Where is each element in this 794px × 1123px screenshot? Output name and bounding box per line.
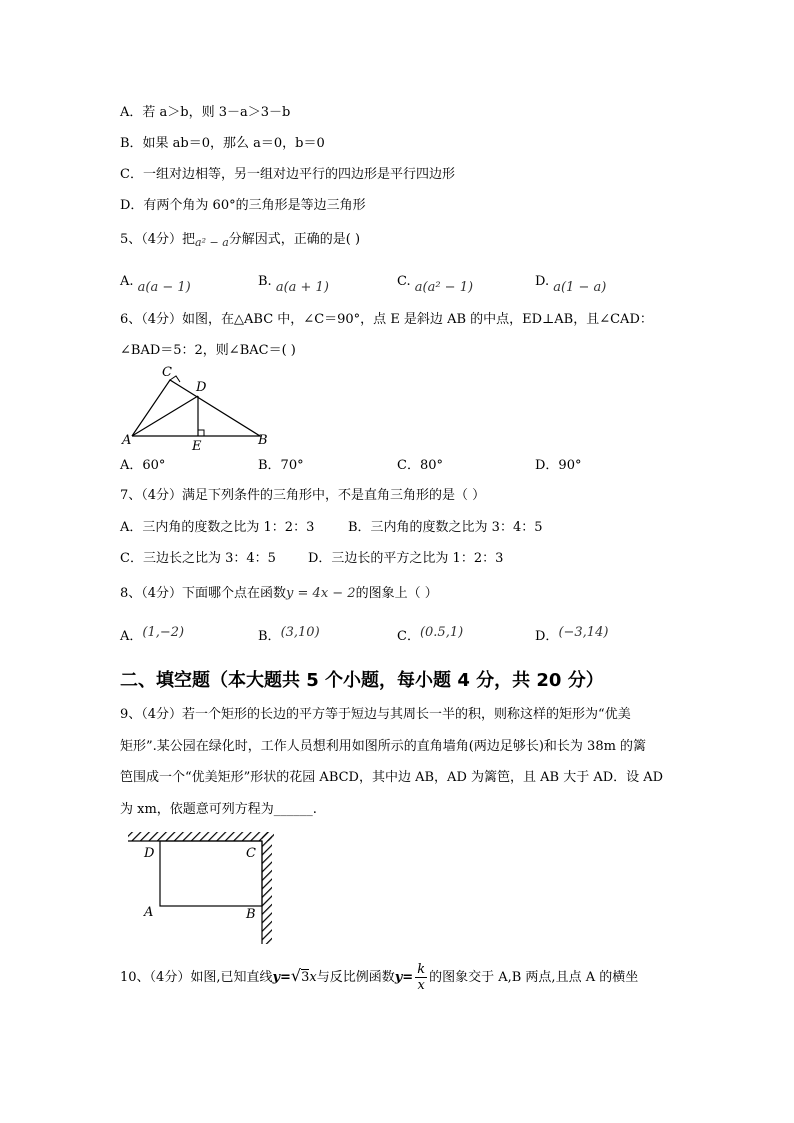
q9-wall-corner-figure xyxy=(125,830,275,948)
q10-sqrt-radicand: 3 xyxy=(301,970,310,985)
q5-stem xyxy=(120,231,360,252)
q4-option-d: D．有两个角为 60°的三角形是等边三角形 xyxy=(120,198,366,213)
q9-stem-line3: 笆围成一个“优美矩形”形状的花园 ABCD，其中边 AB，AD 为篱笆，且 AB 大于 AD．设 AD xyxy=(120,770,664,785)
q8-stem-prefix: 8、（4分）下面哪个点在函数 xyxy=(120,586,287,601)
q8-stem xyxy=(120,585,438,603)
q6-option-a: A．60° xyxy=(120,458,166,473)
q5-option-b: B. a(a + 1) xyxy=(258,274,329,295)
q10-frac-den: x xyxy=(417,978,425,993)
q10-stem xyxy=(120,962,638,993)
q10-frac-num: k xyxy=(417,962,426,977)
q5-stem-prefix: 5、（4分）把 xyxy=(120,232,196,247)
q5-stem-suffix: 分解因式，正确的是( ) xyxy=(228,232,361,247)
q10-suffix: 的图象交于 A,B 两点,且点 A 的横坐 xyxy=(429,970,639,985)
q7-option-b: B．三内角的度数之比为 3：4：5 xyxy=(348,520,543,535)
q4-option-b: B．如果 ab＝0，那么 a＝0，b＝0 xyxy=(120,136,325,151)
q9-stem-line2: 矩形”.某公园在绿化时，工作人员想利用如图所示的直角墙角(两边足够长)和长为 38m 的篱 xyxy=(120,739,647,754)
q6-stem-line1: 6、（4分）如图，在△ABC 中，∠C＝90°，点 E 是斜边 AB 的中点，ED⊥AB，且∠CAD： xyxy=(120,312,653,327)
q9-label-a: A xyxy=(144,905,154,920)
q10-mid: 与反比例函数 xyxy=(316,970,395,985)
q6-triangle-figure xyxy=(118,364,278,456)
q9-label-b: B xyxy=(246,907,256,922)
q9-stem-line1: 9、（4分）若一个矩形的长边的平方等于短边与其周长一半的积，则称这样的矩形为“优美 xyxy=(120,707,631,722)
q7-option-d: D．三边长的平方之比为 1：2：3 xyxy=(308,551,504,566)
q6-label-d: D xyxy=(196,380,207,395)
q8-stem-math: y = 4x − 2 xyxy=(286,586,356,601)
q10-line-rhs: x xyxy=(309,970,317,985)
q9-stem-line4: 为 xm，依题意可列方程为______. xyxy=(120,802,317,817)
q6-label-b: B xyxy=(258,433,268,448)
q9-label-d: D xyxy=(144,846,155,861)
sqrt-sign-icon: √ xyxy=(290,966,302,985)
q5-stem-math: a² − a xyxy=(195,236,229,249)
q8-option-a: A．(1,−2) xyxy=(120,625,185,644)
q6-label-c: C xyxy=(162,365,172,380)
q8-stem-suffix: 的图象上（ ） xyxy=(355,586,438,601)
q10-fraction xyxy=(415,962,427,993)
q4-option-a: A．若 a＞b，则 3－a＞3－b xyxy=(120,105,291,120)
section-2-heading: 二、填空题（本大题共 5 个小题，每小题 4 分，共 20 分） xyxy=(120,670,604,691)
q8-option-d: D．(−3,14) xyxy=(535,625,609,644)
q10-prefix: 10、（4分）如图,已知直线 xyxy=(120,970,273,985)
q6-stem-line2: ∠BAD＝5：2，则∠BAC＝( ) xyxy=(120,343,296,358)
q7-option-c: C．三边长之比为 3：4：5 xyxy=(120,551,276,566)
q10-line-lhs: y= xyxy=(272,970,291,985)
q5-option-d: D. a(1 − a) xyxy=(535,274,607,295)
q7-stem: 7、（4分）满足下列条件的三角形中，不是直角三角形的是（ ） xyxy=(120,488,486,503)
q6-label-e: E xyxy=(192,439,202,454)
q5-option-c: C. a(a² − 1) xyxy=(397,274,474,295)
q6-label-a: A xyxy=(122,433,132,448)
q7-option-a: A．三内角的度数之比为 1：2：3 xyxy=(120,520,315,535)
q6-option-c: C．80° xyxy=(397,458,443,473)
q6-option-d: D．90° xyxy=(535,458,582,473)
q8-option-c: C．(0.5,1) xyxy=(397,625,464,644)
q10-func-lhs: y= xyxy=(394,970,414,985)
q9-label-c: C xyxy=(246,846,256,861)
q5-option-a: A. a(a − 1) xyxy=(120,274,191,295)
q6-option-b: B．70° xyxy=(258,458,304,473)
q8-option-b: B．(3,10) xyxy=(258,625,320,644)
q4-option-c: C．一组对边相等，另一组对边平行的四边形是平行四边形 xyxy=(120,167,455,182)
